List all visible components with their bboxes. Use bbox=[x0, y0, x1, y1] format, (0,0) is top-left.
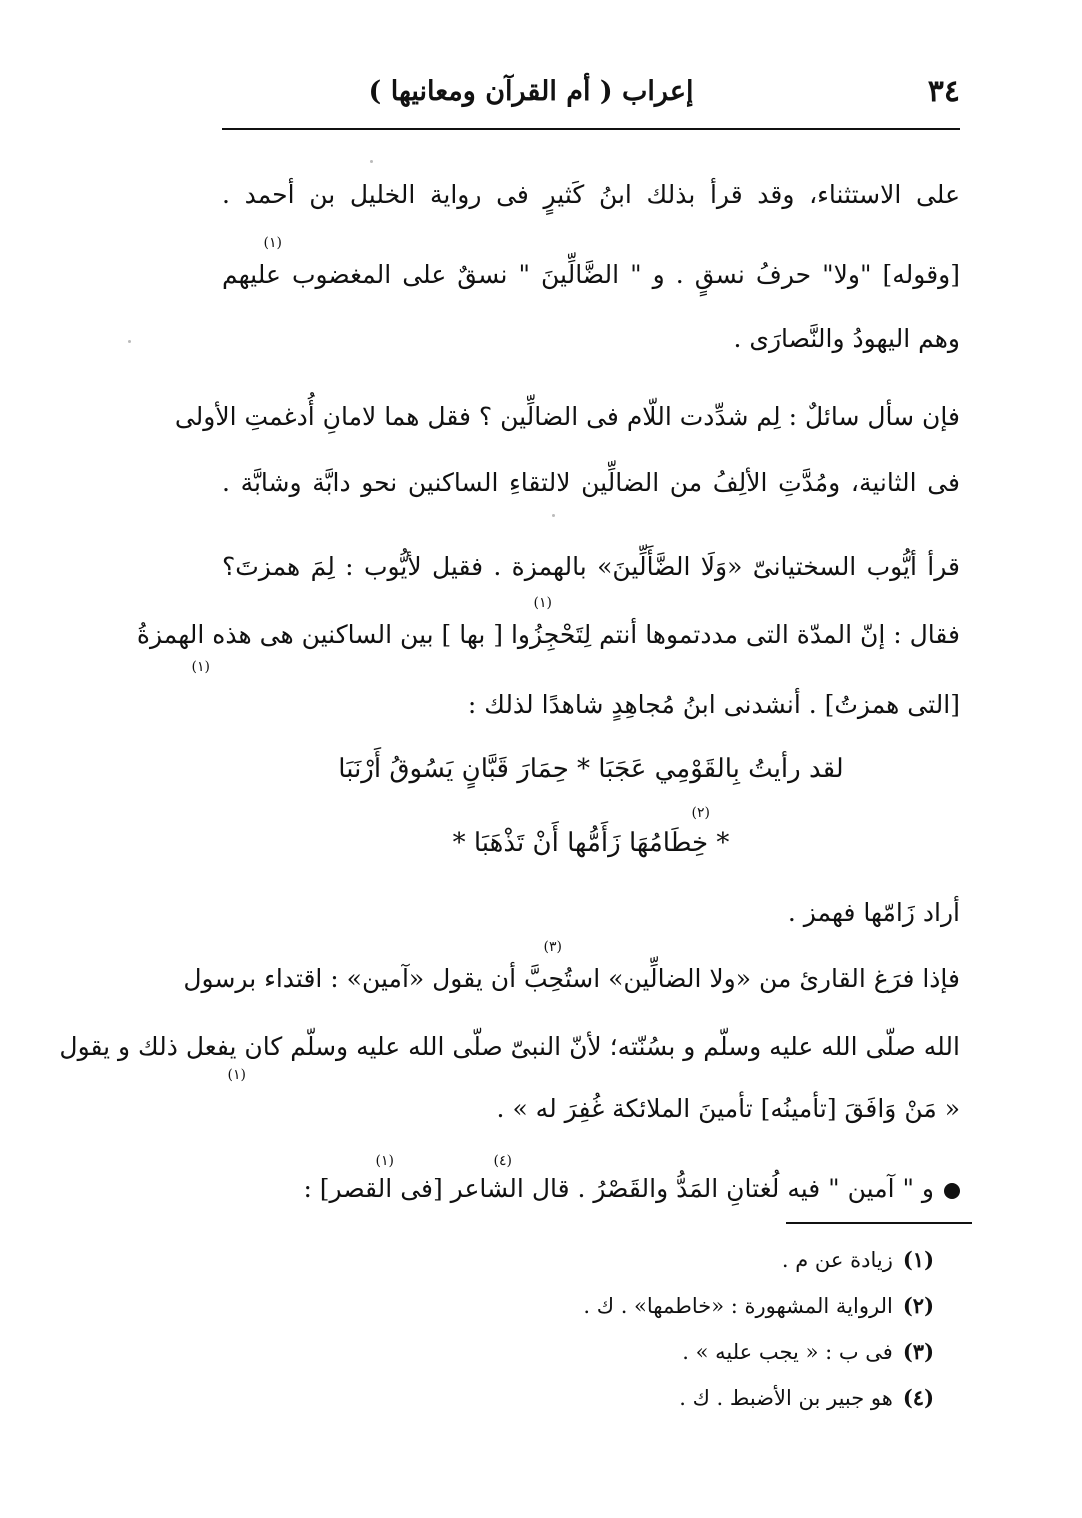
body-line: الله صلّى الله عليه وسلّم و بسُنّته؛ لأنّ النبىّ صلّى الله عليه وسلّم كان يفعل ذلك و يقول bbox=[59, 1032, 960, 1061]
footnote-text: هو جبير بن الأضبط . ك . bbox=[679, 1386, 893, 1410]
footnote-marker: (١) bbox=[263, 235, 282, 251]
body-line: [وقوله] "ولا" حرفُ نسقٍ . و " الضَّالِّينَ " نسقٌ على المغضوب عليهم bbox=[222, 260, 960, 289]
footnote-number: (٤) bbox=[902, 1385, 934, 1410]
footnote-number: (١) bbox=[902, 1247, 934, 1272]
header-rule bbox=[222, 128, 960, 130]
verse-line: * خِطَامُهَا زَأَمُّها أَنْ تَذْهَبَا * bbox=[452, 828, 730, 858]
scan-speck bbox=[370, 160, 373, 163]
scan-speck bbox=[128, 340, 131, 343]
body-line: [التى همزتُ] . أنشدنى ابنُ مُجاهِدٍ شاهدًا لذلك : bbox=[467, 690, 960, 719]
body-line: قرأ أيُّوب السختيانىّ «وَلَا الضَّأَلِّينَ» بالهمزة . فقيل لأيُّوب : لِمَ همزتَ؟ bbox=[222, 552, 960, 581]
footnote bbox=[679, 1384, 934, 1412]
footnote bbox=[583, 1292, 934, 1320]
body-line: على الاستثناء، وقد قرأ بذلك ابنُ كَثيرٍ فى رواية الخليل بن أحمد . bbox=[222, 180, 960, 209]
footnote-marker: (٣) bbox=[543, 939, 562, 955]
body-line bbox=[222, 1172, 960, 1206]
body-line: وهم اليهودُ والنَّصارَى . bbox=[733, 324, 960, 353]
body-line: « مَنْ وَافَقَ [تأمينُه] تأمينَ الملائكة غُفِرَ له » . bbox=[496, 1094, 960, 1123]
footnote-text: فى ب : « يجب عليه » . bbox=[682, 1340, 893, 1364]
footnote-rule bbox=[786, 1222, 972, 1224]
body-line: فى الثانية، ومُدَّتِ الألِفُ من الضالِّين لالتقاءِ الساكنين نحو دابَّة وشابَّة . bbox=[222, 468, 960, 497]
footnote-number: (٣) bbox=[902, 1339, 934, 1364]
footnote-marker: (١) bbox=[375, 1153, 394, 1169]
body-line: فقال : إنّ المدّة التى مددتموها أنتم لِتَحْجِزُوا [ بها ] بين الساكنين هى هذه الهمزةُ bbox=[136, 620, 960, 649]
running-title: إعراب ( أم القرآن ومعانيها ) bbox=[368, 76, 694, 107]
scan-speck bbox=[552, 514, 555, 517]
footnote-marker: (١) bbox=[533, 595, 552, 611]
body-line: فإذا فرَغ القارئ من «ولا الضالِّين» استُحِبَّ أن يقول «آمين» : اقتداء برسول bbox=[183, 964, 960, 993]
footnote-marker: (١) bbox=[227, 1067, 246, 1083]
body-line-text: و " آمين " فيه لُغتانِ المَدُّ والقَصْرُ . قال الشاعر [فى القصر] : bbox=[303, 1174, 934, 1203]
footnote bbox=[782, 1246, 934, 1274]
footnote-text: الرواية المشهورة : «خاطمها» . ك . bbox=[583, 1294, 893, 1318]
verse-line: لقد رأيتُ بِالقَوْمِي عَجَبَا * حِمَارَ قَبَّانٍ يَسُوقُ أَرْنَبَا bbox=[338, 754, 844, 784]
page-header bbox=[222, 68, 960, 124]
footnote bbox=[682, 1338, 934, 1366]
footnote-marker: (٤) bbox=[493, 1153, 512, 1169]
body-line: أراد زَامّها فهمز . bbox=[787, 898, 960, 927]
page-number: ٣٤ bbox=[927, 74, 960, 109]
footnote-text: زيادة عن م . bbox=[781, 1248, 893, 1272]
bullet-icon bbox=[944, 1183, 960, 1199]
footnote-marker: (١) bbox=[191, 659, 210, 675]
footnote-number: (٢) bbox=[902, 1293, 934, 1318]
footnote-marker: (٢) bbox=[691, 805, 710, 821]
body-line: فإن سأل سائلٌ : لِم شدِّدت اللّام فى الضالِّين ؟ فقل هما لامانِ أُدغمتِ الأولى bbox=[174, 402, 960, 431]
